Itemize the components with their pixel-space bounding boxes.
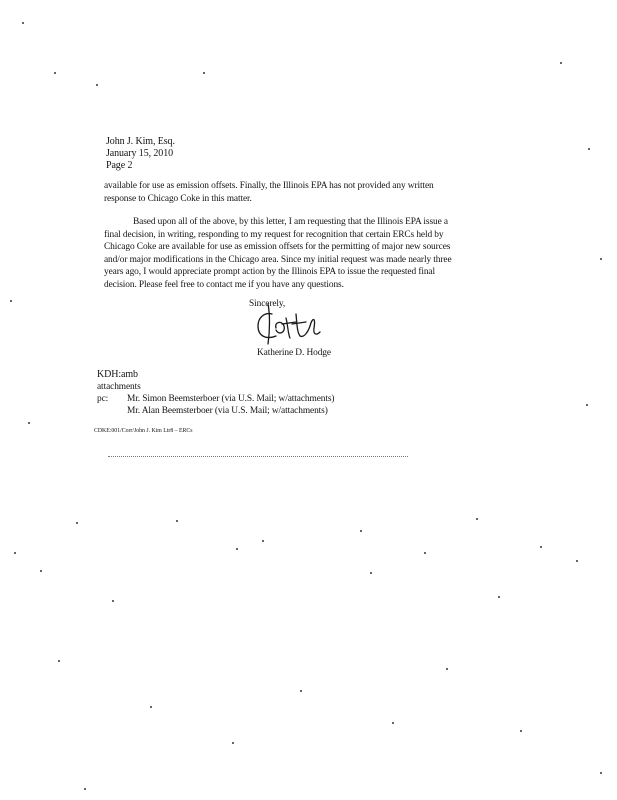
cc-recipient: Mr. Alan Beemsterboer (via U.S. Mail; w/attachments) (127, 406, 328, 416)
scan-speck (520, 730, 522, 732)
signer-name: Katherine D. Hodge (257, 348, 331, 358)
scan-speck (150, 706, 152, 708)
paragraph-line: available for use as emission offsets. Finally, the Illinois EPA has not provided any written (104, 181, 434, 191)
paragraph-line: and/or major modifications in the Chicago area. Since my initial request was made nearly three (104, 254, 452, 265)
scan-speck (540, 546, 542, 548)
scan-speck (424, 552, 426, 554)
scan-speck (446, 668, 448, 670)
scan-speck (112, 600, 114, 602)
paragraph-line: decision. Please feel free to contact me if you have any questions. (104, 279, 344, 290)
scan-speck (176, 520, 178, 522)
scan-speck (392, 722, 394, 724)
scan-speck (586, 404, 588, 406)
paragraph-line: final decision, in writing, responding to my request for recognition that certain ERCs held by (104, 229, 444, 240)
paragraph-line: years ago, I would appreciate prompt action by the Illinois EPA to issue the requested final (104, 267, 435, 278)
scan-speck (588, 148, 590, 150)
scan-speck (262, 540, 264, 542)
paragraph-line: Chicago Coke are available for use as emission offsets for the permitting of major new sources (104, 242, 451, 253)
scan-speck (560, 62, 562, 64)
recipient-name: John J. Kim, Esq. (106, 136, 175, 147)
cc-label: pc: (97, 394, 109, 404)
scan-speck (360, 530, 362, 532)
scan-speck (58, 660, 60, 662)
scan-speck (203, 72, 205, 74)
scan-speck (14, 552, 16, 554)
scan-artifact-line (108, 456, 408, 457)
scan-speck (84, 788, 86, 790)
page-number: Page 2 (106, 160, 133, 171)
scan-speck (370, 572, 372, 574)
cc-recipient: Mr. Simon Beemsterboer (via U.S. Mail; w/attachments) (127, 394, 335, 404)
request-paragraph (104, 216, 452, 292)
typist-initials: KDH:amb (97, 369, 138, 380)
scan-speck (476, 518, 478, 520)
scan-speck (236, 548, 238, 550)
signature-mark (246, 300, 328, 350)
scan-speck (300, 690, 302, 692)
scan-speck (576, 560, 578, 562)
attachments-note: attachments (97, 382, 141, 392)
paragraph-continuation (104, 180, 434, 205)
scan-speck (22, 22, 24, 24)
scan-speck (600, 772, 602, 774)
scan-speck (10, 300, 12, 302)
scan-speck (96, 84, 98, 86)
closing-salutation: Sincerely, (249, 299, 286, 309)
letter-date: January 15, 2010 (106, 148, 173, 159)
scan-speck (232, 742, 234, 744)
scan-speck (498, 596, 500, 598)
file-reference: CDKE:001/Corr/John J. Kim Ltr8 – ERCs (94, 428, 193, 434)
scan-speck (600, 258, 602, 260)
scan-speck (76, 522, 78, 524)
scan-speck (28, 422, 30, 424)
scan-speck (54, 72, 56, 74)
paragraph-line: Based upon all of the above, by this letter, I am requesting that the Illinois EPA issue a (133, 217, 448, 227)
scan-speck (40, 570, 42, 572)
paragraph-line: response to Chicago Coke in this matter. (104, 193, 252, 204)
